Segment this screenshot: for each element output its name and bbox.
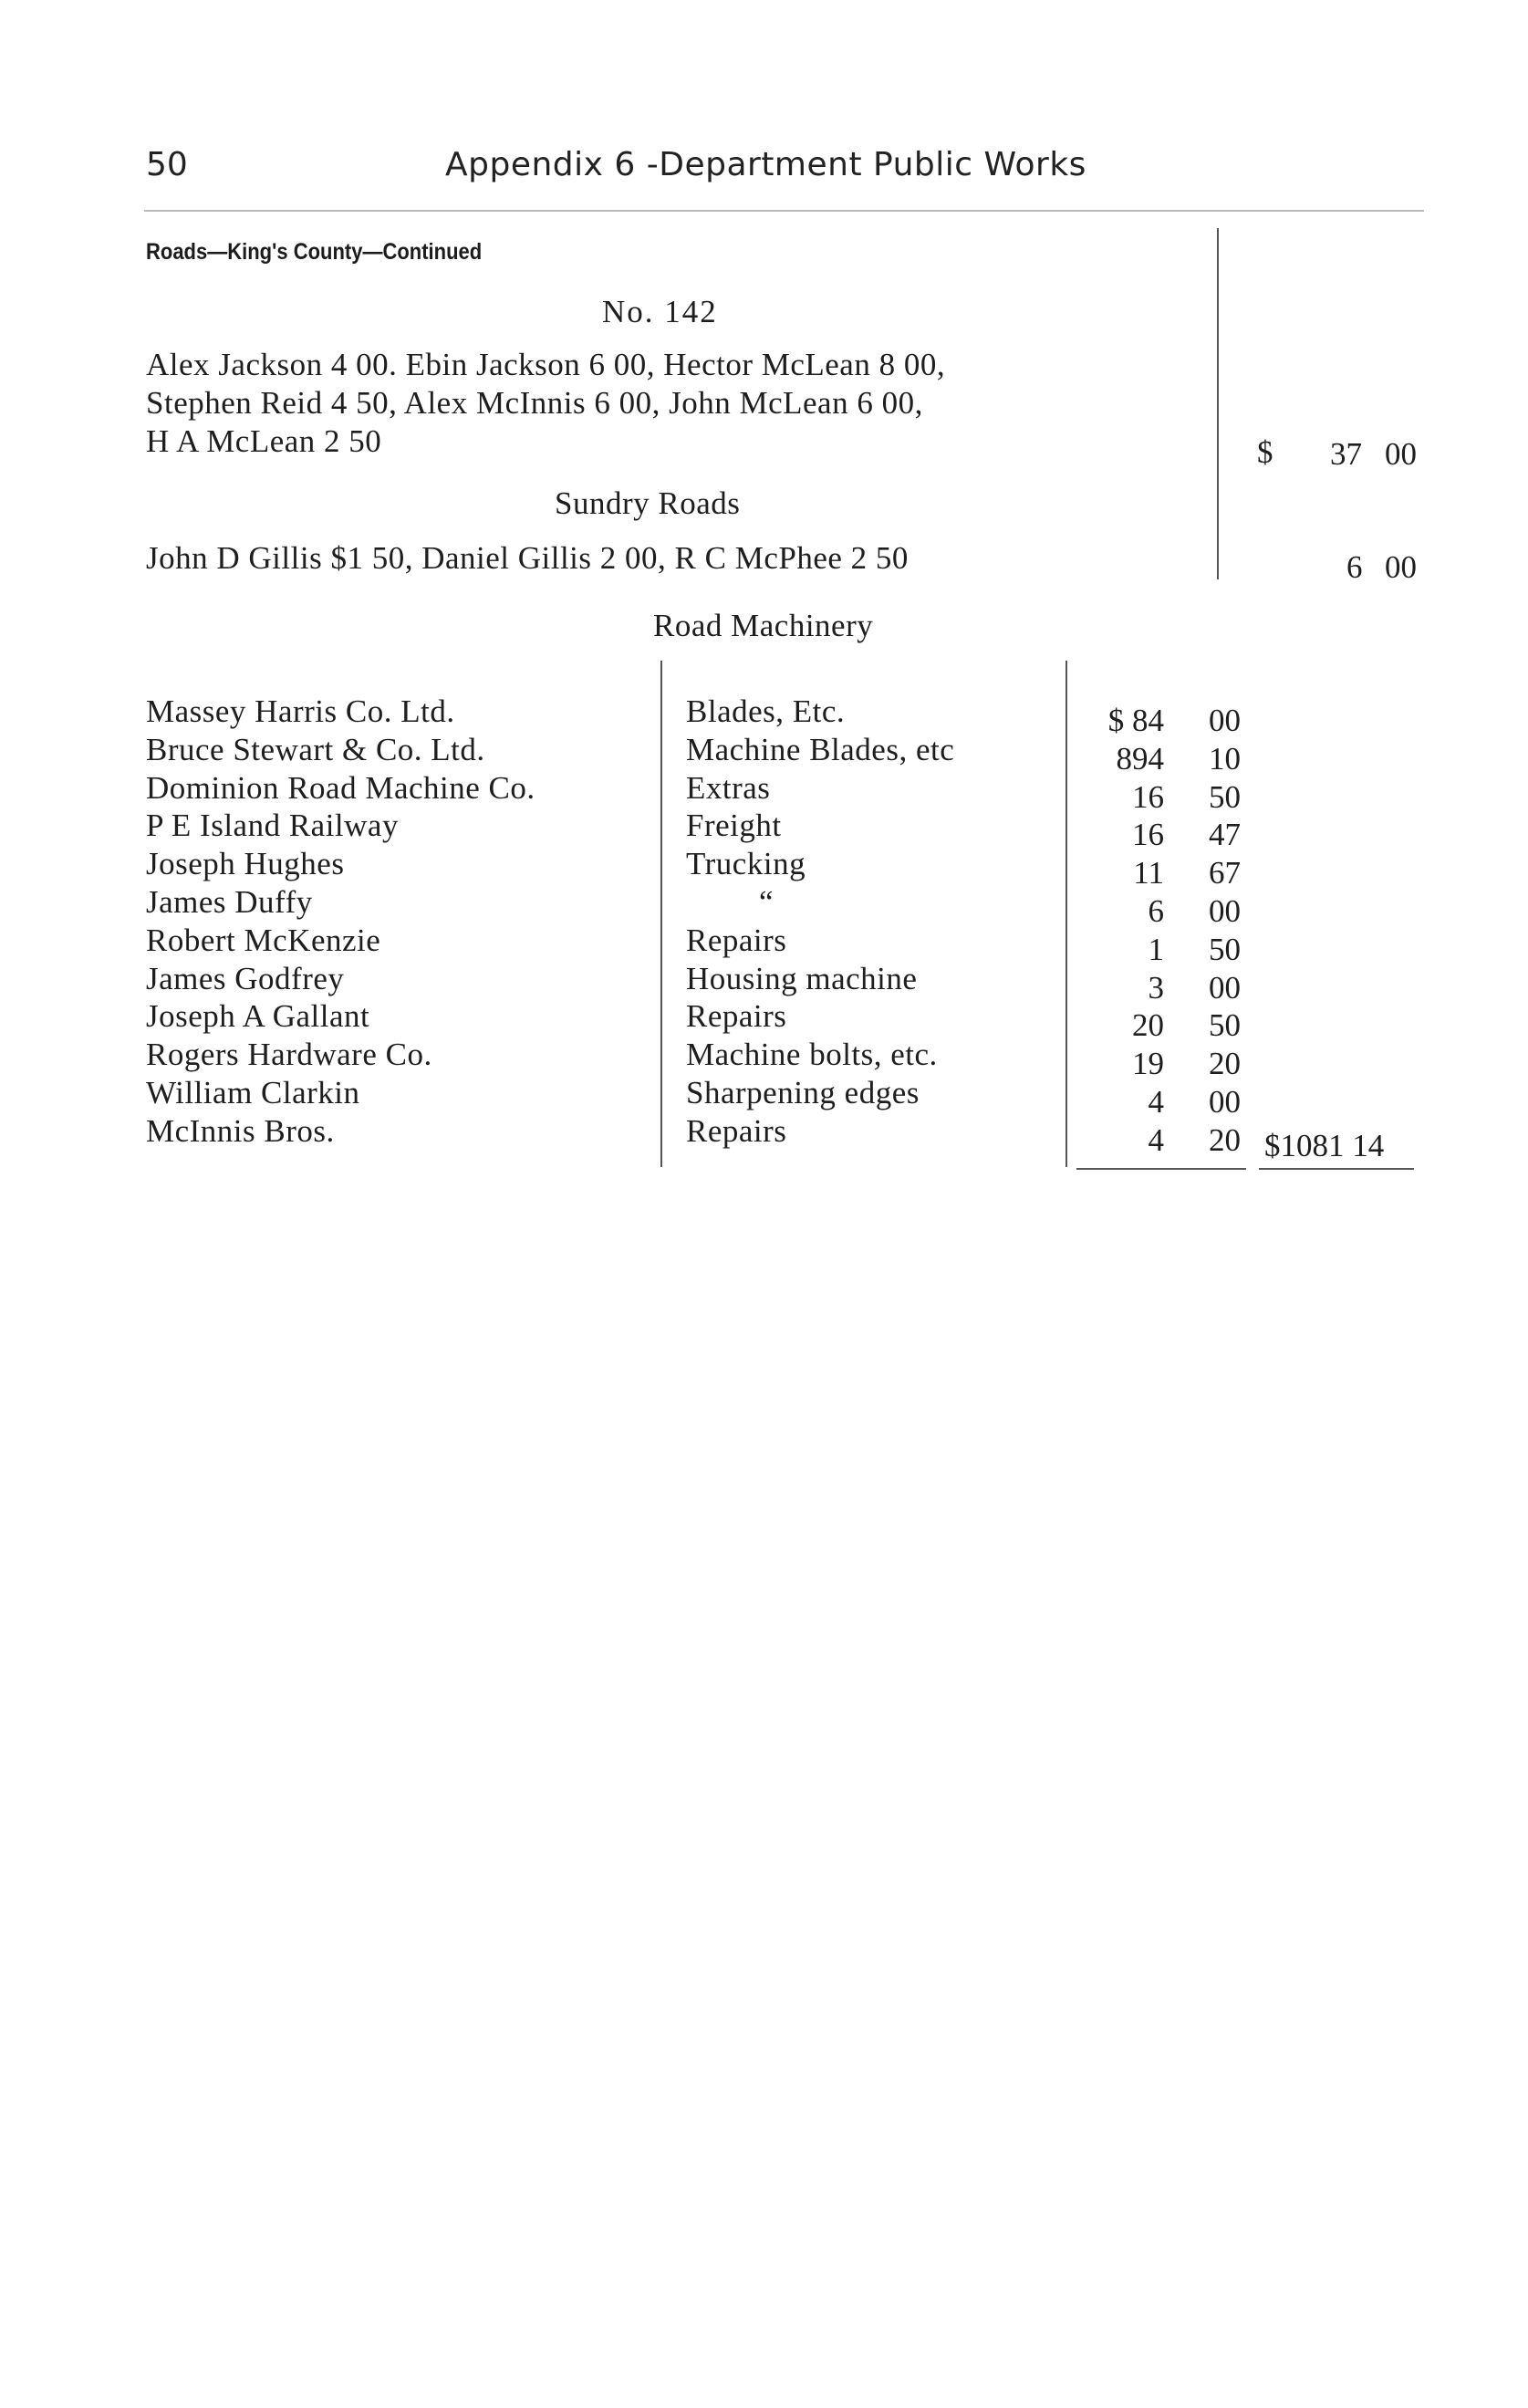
row-item: Machine Blades, etc — [686, 731, 955, 767]
sundry-total-cents: 00 — [1385, 549, 1417, 585]
row-amount — [1076, 779, 1241, 816]
row-item: Sharpening edges — [686, 1075, 920, 1110]
row-amount-cents: 20 — [1209, 1121, 1241, 1158]
row-amount — [1076, 1007, 1241, 1044]
row-payee: McInnis Bros. — [146, 1112, 335, 1149]
table-rule-name-item — [660, 661, 662, 1167]
row-item: Repairs — [686, 998, 787, 1035]
row-amount — [1076, 932, 1241, 968]
row-amount-cents: 50 — [1209, 1007, 1241, 1044]
row-amount-dollars: 6 — [1148, 893, 1164, 929]
row-amount-dollars: 11 — [1133, 855, 1164, 891]
no142-line-3: H A McLean 2 50 — [146, 423, 382, 459]
no142-label: No. 142 — [602, 294, 718, 329]
row-amount — [1076, 893, 1241, 930]
row-payee: James Godfrey — [146, 960, 345, 996]
row-amount-cents: 00 — [1209, 1084, 1241, 1120]
row-amount — [1076, 1122, 1241, 1159]
machinery-label: Road Machinery — [653, 608, 874, 643]
header-rule — [144, 210, 1424, 212]
row-amount-cents: 00 — [1209, 703, 1241, 738]
row-payee: Bruce Stewart & Co. Ltd. — [146, 731, 485, 767]
section-heading: Roads—King's County—Continued — [146, 239, 483, 265]
row-amount — [1076, 703, 1241, 739]
upper-column-rule — [1217, 228, 1219, 579]
row-amount-dollars: 16 — [1132, 817, 1164, 853]
grand-total: $1081 14 — [1264, 1128, 1385, 1163]
row-amount-cents: 00 — [1209, 969, 1241, 1006]
row-amount-dollars: 894 — [1116, 740, 1164, 777]
row-item: Housing machine — [686, 960, 918, 996]
page-number: 50 — [146, 146, 188, 183]
row-item: “ — [759, 884, 774, 920]
row-payee: Massey Harris Co. Ltd. — [146, 693, 455, 729]
row-amount-cents: 50 — [1209, 931, 1241, 967]
row-amount-cents: 00 — [1209, 893, 1241, 929]
row-payee: Robert McKenzie — [146, 922, 381, 958]
no142-line-2: Stephen Reid 4 50, Alex McInnis 6 00, John McLean 6 00, — [146, 385, 923, 421]
row-amount — [1076, 817, 1241, 853]
row-amount-dollars: 4 — [1148, 1084, 1164, 1120]
row-payee: Rogers Hardware Co. — [146, 1037, 432, 1073]
row-amount — [1076, 1046, 1241, 1082]
sundry-total-dollars: 6 — [1346, 549, 1363, 585]
row-amount-dollars: $ 84 — [1107, 703, 1164, 738]
row-payee: Dominion Road Machine Co. — [146, 769, 535, 806]
row-amount-cents: 47 — [1209, 817, 1241, 853]
row-payee: James Duffy — [146, 884, 313, 920]
row-payee: P E Island Railway — [146, 808, 399, 844]
amount-column-underline — [1076, 1168, 1246, 1170]
row-item: Trucking — [686, 846, 806, 882]
row-amount-dollars: 3 — [1148, 969, 1164, 1006]
no142-total-cents: 00 — [1385, 436, 1417, 472]
table-rule-item-amount — [1065, 661, 1067, 1167]
row-amount-cents: 50 — [1209, 778, 1241, 815]
sundry-label: Sundry Roads — [555, 485, 741, 521]
row-amount-cents: 10 — [1209, 740, 1241, 777]
row-item: Repairs — [686, 1112, 787, 1149]
row-amount-cents: 20 — [1209, 1046, 1241, 1082]
row-payee: Joseph A Gallant — [146, 998, 370, 1035]
row-payee: Joseph Hughes — [146, 846, 345, 882]
row-amount — [1076, 741, 1241, 777]
row-amount — [1076, 1084, 1241, 1121]
grand-total-underline — [1259, 1168, 1414, 1170]
row-item: Blades, Etc. — [686, 693, 846, 729]
no142-total-dollars: 37 — [1330, 436, 1362, 472]
sundry-line: John D Gillis $1 50, Daniel Gillis 2 00, R C McPhee 2 50 — [146, 540, 909, 576]
row-amount-dollars: 1 — [1148, 931, 1164, 967]
row-item: Machine bolts, etc. — [686, 1037, 938, 1073]
row-item: Freight — [686, 808, 782, 844]
page-title: Appendix 6 -Department Public Works — [445, 146, 1086, 183]
no142-total-dollar-sign: $ — [1257, 434, 1273, 470]
row-amount — [1076, 855, 1241, 891]
row-item: Repairs — [686, 922, 787, 958]
row-amount-dollars: 4 — [1148, 1121, 1164, 1158]
row-amount-cents: 67 — [1209, 855, 1241, 891]
row-item: Extras — [686, 769, 771, 806]
no142-line-1: Alex Jackson 4 00. Ebin Jackson 6 00, Hector McLean 8 00, — [146, 347, 946, 382]
row-payee: William Clarkin — [146, 1075, 360, 1110]
row-amount-dollars: 20 — [1132, 1007, 1164, 1044]
row-amount-dollars: 16 — [1132, 778, 1164, 815]
row-amount — [1076, 970, 1241, 1006]
row-amount-dollars: 19 — [1132, 1046, 1164, 1082]
